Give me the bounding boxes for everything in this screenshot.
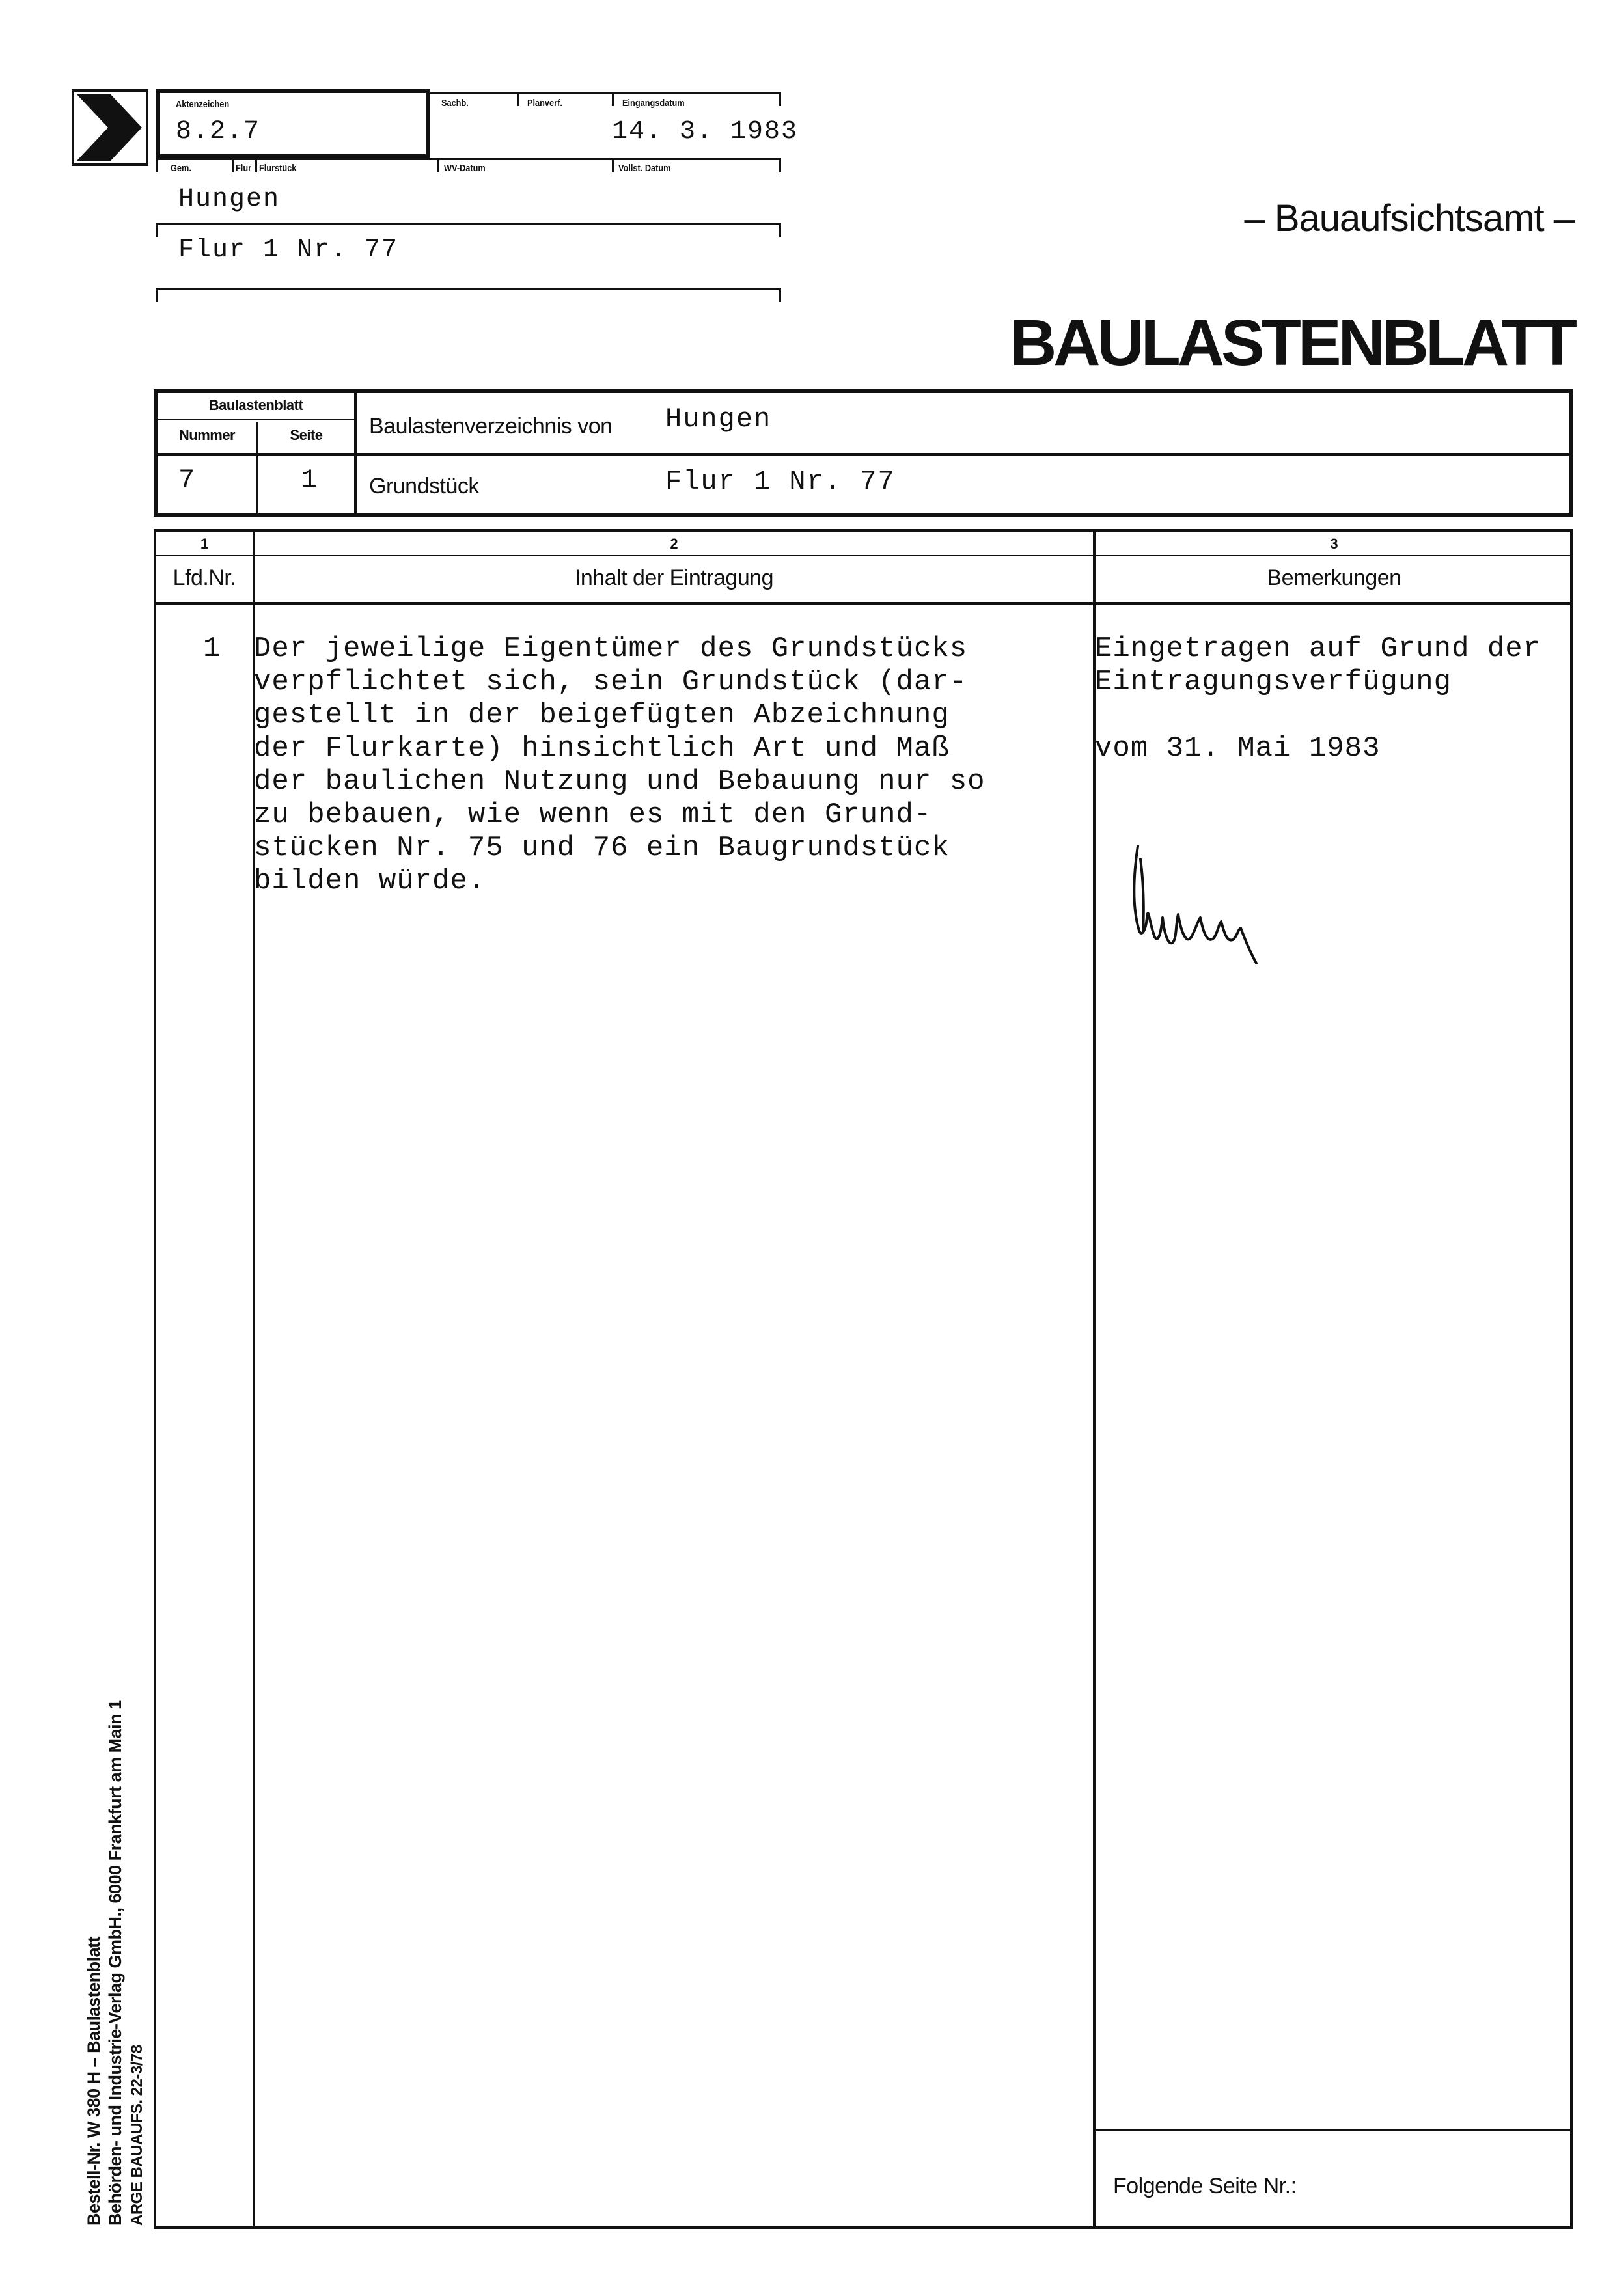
wv-datum-label: WV-Datum <box>444 163 486 174</box>
office-name: – Bauaufsichtsamt – <box>1244 197 1574 239</box>
entry-text-line: stücken Nr. 75 und 76 ein Baugrundstück <box>254 832 950 864</box>
remark-line <box>1095 699 1572 732</box>
verzeichnis-label: Baulastenverzeichnis von <box>369 414 613 439</box>
entry-text-line: Der jeweilige Eigentümer des Grundstücks <box>254 633 968 665</box>
aktenzeichen-value: 8.2.7 <box>176 117 261 146</box>
imprint-line: ARGE BAUAUFS. 22-3/78 <box>128 2045 146 2226</box>
folgende-seite-label: Folgende Seite Nr.: <box>1113 2174 1297 2198</box>
gem-label: Gem. <box>171 163 191 174</box>
imprint-line: Behörden- und Industrie-Verlag GmbH., 6000 Frankfurt am Main 1 <box>105 1700 125 2226</box>
entry-text-line: gestellt in der beigefügten Abzeichnung <box>254 699 950 731</box>
info-table <box>154 389 1573 517</box>
entry-text-line: bilden würde. <box>254 865 486 897</box>
verzeichnis-value: Hungen <box>665 403 772 435</box>
eingangsdatum-label: Eingangsdatum <box>622 98 685 109</box>
flur-label: Flur <box>236 163 252 174</box>
col1-number: 1 <box>200 536 209 552</box>
sachb-label: Sachb. <box>441 98 469 109</box>
col3-number: 3 <box>1330 536 1338 552</box>
planverf-label: Planverf. <box>527 98 562 109</box>
entry-text-line: der Flurkarte) hinsichtlich Art und Maß <box>254 732 950 765</box>
seite-value: 1 <box>301 465 319 496</box>
grundstueck-label: Grundstück <box>369 474 479 499</box>
remark-line: vom 31. Mai 1983 <box>1095 732 1381 765</box>
signature <box>1126 833 1269 992</box>
vollst-datum-label: Vollst. Datum <box>618 163 671 174</box>
aktenzeichen-label: Aktenzeichen <box>176 99 230 110</box>
logo-arrow-icon <box>72 89 148 166</box>
eingangsdatum-value: 14. 3. 1983 <box>612 117 799 146</box>
entry-text <box>254 633 986 898</box>
entry-text-line: zu bebauen, wie wenn es mit den Grund- <box>254 799 932 831</box>
entry-remarks <box>1095 633 1572 765</box>
remark-line: Eingetragen auf Grund der <box>1095 633 1541 665</box>
baulastenblatt-label: Baulastenblatt <box>208 397 303 413</box>
col3-header: Bemerkungen <box>1267 566 1401 590</box>
flurstueck-label: Flurstück <box>259 163 297 174</box>
nummer-label: Nummer <box>178 427 236 443</box>
entry-number: 1 <box>203 633 221 665</box>
publisher-imprint <box>83 1542 148 2226</box>
imprint-line: Bestell-Nr. W 380 H – Baulastenblatt <box>84 1936 103 2226</box>
col2-header: Inhalt der Eintragung <box>574 566 774 590</box>
entry-text-line: der baulichen Nutzung und Bebauung nur so <box>254 765 986 798</box>
entry-text-line: verpflichtet sich, sein Grundstück (dar- <box>254 666 968 698</box>
gemarkung-value: Hungen <box>178 185 281 214</box>
remark-line: Eintragungsverfügung <box>1095 666 1452 698</box>
col1-header: Lfd.Nr. <box>172 566 236 590</box>
page-title: BAULASTENBLATT <box>1010 307 1574 379</box>
seite-label: Seite <box>290 427 323 443</box>
flur-value: Flur 1 Nr. 77 <box>178 236 399 265</box>
col2-number: 2 <box>670 536 678 552</box>
nummer-value: 7 <box>178 465 197 496</box>
grundstueck-value: Flur 1 Nr. 77 <box>665 466 896 497</box>
entries-table <box>154 529 1573 2229</box>
